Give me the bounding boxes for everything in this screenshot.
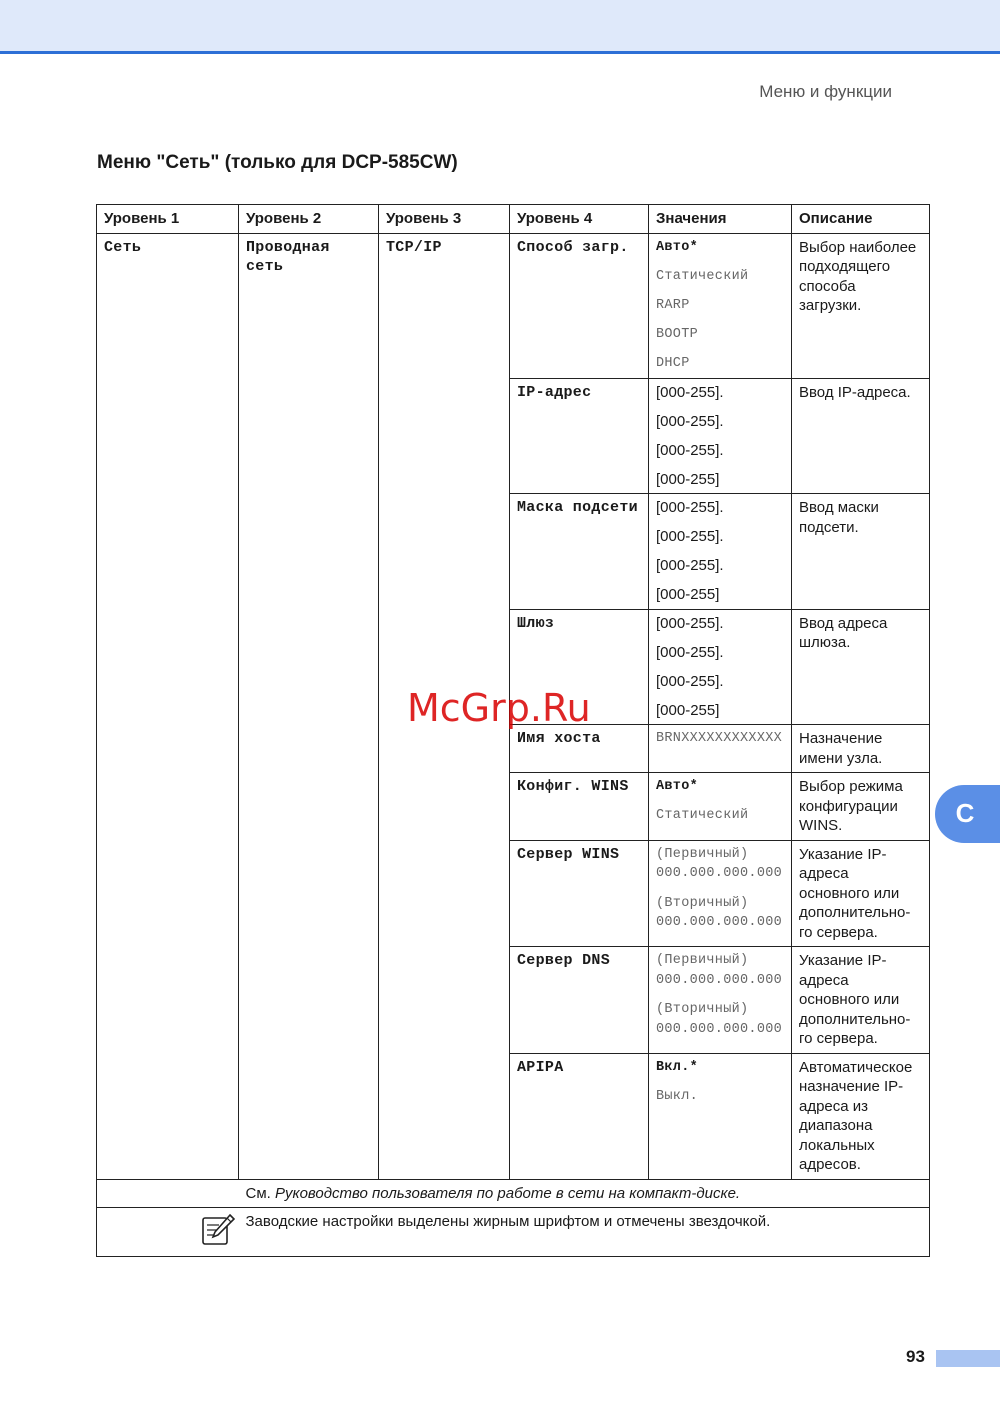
level4-cell: Сервер WINS [510,840,649,947]
chapter-tab: C [935,785,1000,843]
level4-cell: Способ загр. [510,233,649,378]
value-item: DHCP [656,355,690,371]
value-item: [000-255]. [656,499,724,516]
description-cell: Выбор режима конфигурации WINS. [792,773,930,841]
note-pencil-icon [201,1212,235,1246]
value-item: (Вторичный) [656,1002,749,1017]
value-item: Статический [656,808,749,823]
network-menu-table [96,204,930,1257]
page-number-bar [936,1350,1000,1367]
values-cell [649,725,792,773]
value-item: [000-255]. [656,643,724,661]
value-item: [000-255]. [656,557,724,574]
level4-cell: Конфиг. WINS [510,773,649,841]
page-title: Меню "Сеть" (только для DCP-585CW) [97,152,458,173]
header-level3: Уровень 3 [379,205,510,234]
see-reference-title: Руководство пользователя по работе в сети на компакт-диске. [274,1184,741,1202]
value-item: [000-255]. [656,441,724,459]
note-text: Заводские настройки выделены жирным шрифтом и отмечены звездочкой. [239,1208,930,1257]
value-item: BRNXXXXXXXXXXXX [656,731,783,746]
value-item: [000-255]. [656,614,724,632]
level4-cell: Шлюз [510,609,649,725]
level4-cell: Имя хоста [510,725,649,773]
value-item: [000-255] [656,470,720,488]
values-cell [649,233,792,378]
level1-cell: Сеть [97,233,239,1179]
see-reference-row [97,1179,930,1208]
note-row [97,1208,930,1257]
description-cell: Ввод маски подсети. [792,494,930,610]
description-cell: Выбор наиболее подходящего способа загрузки. [792,233,930,378]
see-reference-spacer [97,1179,239,1208]
header-level1: Уровень 1 [97,205,239,234]
level4-cell: APIPA [510,1053,649,1179]
note-icon-cell [97,1208,239,1257]
value-item: [000-255]. [656,672,724,690]
description-cell: Ввод IP-адреса. [792,378,930,494]
value-item: Выкл. [656,1088,699,1104]
watermark: McGrp.Ru [407,686,591,730]
value-item: Авто* [656,779,699,794]
value-item: (Первичный) [656,953,749,968]
header-level4: Уровень 4 [510,205,649,234]
level3-cell: TCP/IP [379,233,510,1179]
value-item: Авто* [656,239,699,255]
description-cell: Назначение имени узла. [792,725,930,773]
description-cell: Ввод адреса шлюза. [792,609,930,725]
values-cell [649,773,792,841]
description-cell: Указание IP-адреса основного или дополнительно-го сервера. [792,947,930,1054]
header-values: Значения [649,205,792,234]
value-item: 000.000.000.000 [656,972,783,988]
table-row [97,233,930,378]
values-cell [649,947,792,1054]
value-item: [000-255] [656,701,720,719]
values-cell [649,609,792,725]
see-reference-prefix: См. [245,1184,271,1202]
values-cell [649,840,792,947]
values-cell [649,1053,792,1179]
value-item: Статический [656,268,749,284]
value-item: BOOTP [656,326,699,342]
value-item: 000.000.000.000 [656,1021,783,1037]
header-level2: Уровень 2 [239,205,379,234]
table-header-row [97,205,930,234]
value-item: [000-255]. [656,528,724,545]
level4-cell: Маска подсети [510,494,649,610]
section-header: Меню и функции [759,82,892,101]
value-item: Вкл.* [656,1059,699,1075]
values-cell [649,494,792,610]
value-item: [000-255]. [656,383,724,401]
value-item: RARP [656,297,690,313]
header-description: Описание [792,205,930,234]
see-reference-cell [239,1179,930,1208]
value-item: [000-255]. [656,412,724,430]
value-item: (Вторичный) [656,895,749,911]
description-cell: Указание IP-адреса основного или дополнительно-го сервера. [792,840,930,947]
value-item: (Первичный) [656,846,749,862]
value-item: 000.000.000.000 [656,915,783,930]
level4-cell: IP-адрес [510,378,649,494]
description-cell: Автоматическое назначение IP-адреса из диапазона локальных адресов. [792,1053,930,1179]
level4-cell: Сервер DNS [510,947,649,1054]
level2-cell: Проводная сеть [239,233,379,1179]
value-item: [000-255] [656,586,720,603]
page-number: 93 [906,1347,925,1366]
top-band [0,0,1000,54]
value-item: 000.000.000.000 [656,866,783,881]
values-cell [649,378,792,494]
